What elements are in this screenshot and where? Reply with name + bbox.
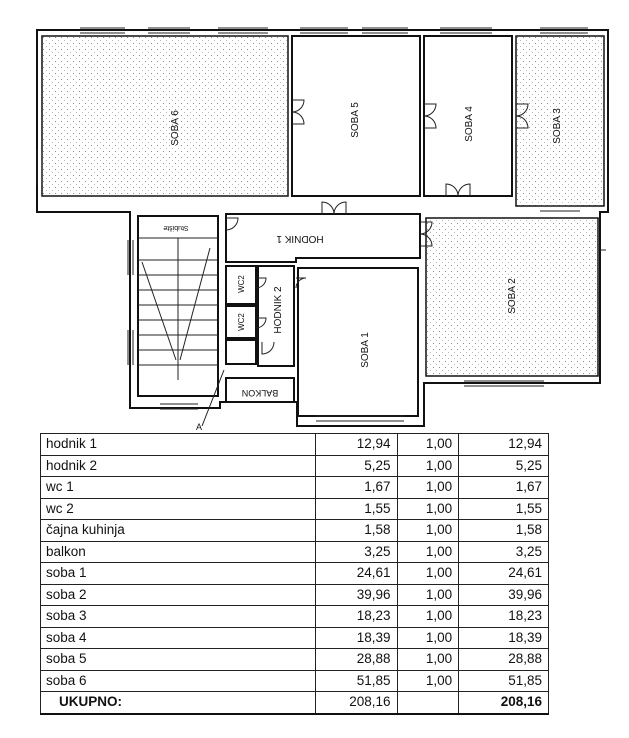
- table-row: [41, 584, 549, 606]
- label-hodnik-2: HODNIK 2: [273, 286, 284, 334]
- room-name-cell: soba 1: [41, 563, 316, 585]
- table-row: [41, 670, 549, 692]
- table-row: [41, 477, 549, 499]
- room-name-cell: hodnik 2: [41, 455, 316, 477]
- area-cell: 12,94: [315, 434, 397, 456]
- coefficient-cell: 1,00: [397, 520, 459, 542]
- room-name-cell: soba 3: [41, 606, 316, 628]
- total-area-cell: 208,16: [315, 692, 397, 714]
- room-name-cell: soba 6: [41, 670, 316, 692]
- coefficient-cell: 1,00: [397, 627, 459, 649]
- area-cell: 1,67: [315, 477, 397, 499]
- room-name-cell: soba 2: [41, 584, 316, 606]
- coefficient-cell: 1,00: [397, 477, 459, 499]
- area-cell: 39,96: [315, 584, 397, 606]
- room-name-cell: soba 4: [41, 627, 316, 649]
- table-row: [41, 649, 549, 671]
- area-table-body: [41, 434, 549, 714]
- total-label: UKUPNO:: [41, 692, 316, 714]
- table-row: [41, 627, 549, 649]
- net-area-cell: 24,61: [459, 563, 549, 585]
- label-hodnik-1: HODNIK 1: [276, 233, 324, 244]
- net-area-cell: 3,25: [459, 541, 549, 563]
- table-row: [41, 498, 549, 520]
- coefficient-cell: 1,00: [397, 455, 459, 477]
- total-coefficient-cell: [397, 692, 459, 714]
- net-area-cell: 12,94: [459, 434, 549, 456]
- table-row: [41, 455, 549, 477]
- table-row: [41, 434, 549, 456]
- net-area-cell: 18,23: [459, 606, 549, 628]
- coefficient-cell: 1,00: [397, 606, 459, 628]
- coefficient-cell: 1,00: [397, 584, 459, 606]
- net-area-cell: 5,25: [459, 455, 549, 477]
- room-soba-1: [298, 268, 418, 416]
- room-name-cell: wc 2: [41, 498, 316, 520]
- net-area-cell: 51,85: [459, 670, 549, 692]
- area-cell: 5,25: [315, 455, 397, 477]
- label-soba-5: SOBA 5: [350, 102, 361, 138]
- table-row: [41, 606, 549, 628]
- label-soba-2: SOBA 2: [507, 278, 518, 314]
- label-soba-1: SOBA 1: [360, 332, 371, 368]
- area-cell: 51,85: [315, 670, 397, 692]
- staircase: [138, 216, 224, 426]
- area-cell: 1,58: [315, 520, 397, 542]
- room-name-cell: hodnik 1: [41, 434, 316, 456]
- area-cell: 1,55: [315, 498, 397, 520]
- coefficient-cell: 1,00: [397, 498, 459, 520]
- label-stubiste: Stubište: [163, 224, 189, 231]
- coefficient-cell: 1,00: [397, 563, 459, 585]
- room-name-cell: balkon: [41, 541, 316, 563]
- area-cell: 24,61: [315, 563, 397, 585]
- room-name-cell: wc 1: [41, 477, 316, 499]
- net-area-cell: 39,96: [459, 584, 549, 606]
- coefficient-cell: 1,00: [397, 649, 459, 671]
- coefficient-cell: 1,00: [397, 434, 459, 456]
- net-area-cell: 18,39: [459, 627, 549, 649]
- net-area-cell: 1,55: [459, 498, 549, 520]
- net-area-cell: 1,67: [459, 477, 549, 499]
- room-name-cell: soba 5: [41, 649, 316, 671]
- room-name-cell: čajna kuhinja: [41, 520, 316, 542]
- area-cell: 28,88: [315, 649, 397, 671]
- area-cell: 18,23: [315, 606, 397, 628]
- area-table: [40, 433, 549, 715]
- room-soba-6: [42, 36, 288, 196]
- kitchenette: [226, 340, 256, 364]
- table-row: [41, 520, 549, 542]
- table-row: [41, 563, 549, 585]
- area-cell: 18,39: [315, 627, 397, 649]
- label-soba-3: SOBA 3: [552, 108, 563, 144]
- table-row: [41, 541, 549, 563]
- label-wc-a: WC2: [237, 275, 246, 293]
- label-section-a: A: [196, 422, 203, 430]
- total-row: [41, 692, 549, 714]
- total-net-area-cell: 208,16: [459, 692, 549, 714]
- label-soba-4: SOBA 4: [464, 106, 475, 142]
- label-soba-6: SOBA 6: [170, 110, 181, 146]
- coefficient-cell: 1,00: [397, 541, 459, 563]
- coefficient-cell: 1,00: [397, 670, 459, 692]
- area-cell: 3,25: [315, 541, 397, 563]
- label-balkon: BALKON: [241, 388, 279, 398]
- label-wc-b: WC2: [237, 313, 246, 331]
- net-area-cell: 1,58: [459, 520, 549, 542]
- net-area-cell: 28,88: [459, 649, 549, 671]
